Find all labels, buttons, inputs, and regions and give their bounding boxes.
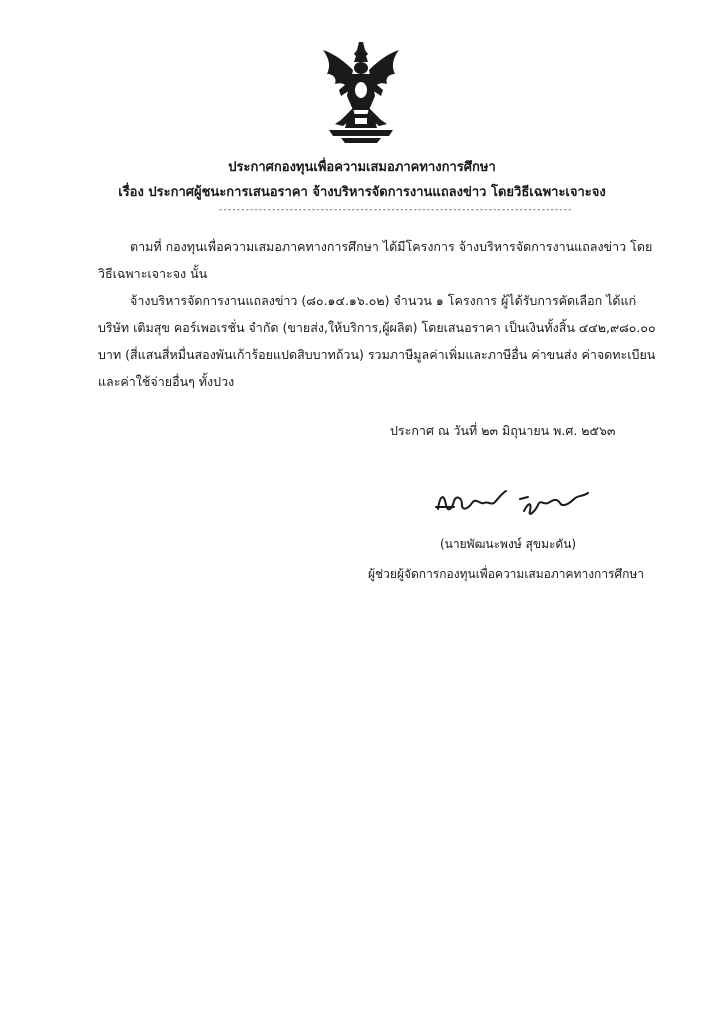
garuda-emblem-icon	[315, 40, 407, 145]
signer-name: (นายพัฒนะพงษ์ สุขมะดัน)	[440, 537, 577, 551]
announcement-subject: เรื่อง ประกาศผู้ชนะการเสนอราคา จ้างบริหารจัดการงานแถลงข่าว โดยวิธีเฉพาะเจาะจง	[118, 185, 606, 200]
body-paragraph-1: ตามที่ กองทุนเพื่อความเสมอภาคทางการศึกษา ได้มีโครงการ จ้างบริหารจัดการงานแถลงข่าว โดยวิธีเฉพาะเจาะจง นั้น	[98, 239, 653, 281]
announcement-date: ประกาศ ณ วันที่ ๒๓ มิถุนายน พ.ศ. ๒๕๖๓	[390, 423, 616, 438]
body-paragraph-2: จ้างบริหารจัดการงานแถลงข่าว (๘๐.๑๔.๑๖.๐๒) จำนวน ๑ โครงการ ผู้ได้รับการคัดเลือก ได้แก่ บริษัท เติมสุข คอร์เพอเรชั่น จำกัด (ขายส่ง,ให้บริการ,ผู้ผลิต) โดยเสนอราคา เป็นเงินทั้งสิ้น ๔๔๒,๙๘๐.๐๐ บาท (สี่แสนสี่หมื่นสองพันเก้าร้อยแปดสิบบาทถ้วน) รวมภาษีมูลค่าเพิ่มและภาษีอื่น ค่าขนส่ง ค่าจดทะเบียน และค่าใช้จ่ายอื่นๆ ทั้งปวง	[98, 293, 656, 389]
announcement-title: ประกาศกองทุนเพื่อความเสมอภาคทางการศึกษา	[228, 160, 496, 175]
title-divider: --------------------------------------------------------------------------------	[218, 205, 572, 215]
signer-position: ผู้ช่วยผู้จัดการกองทุนเพื่อความเสมอภาคทางการศึกษา	[368, 567, 645, 581]
signature-icon	[432, 483, 592, 521]
